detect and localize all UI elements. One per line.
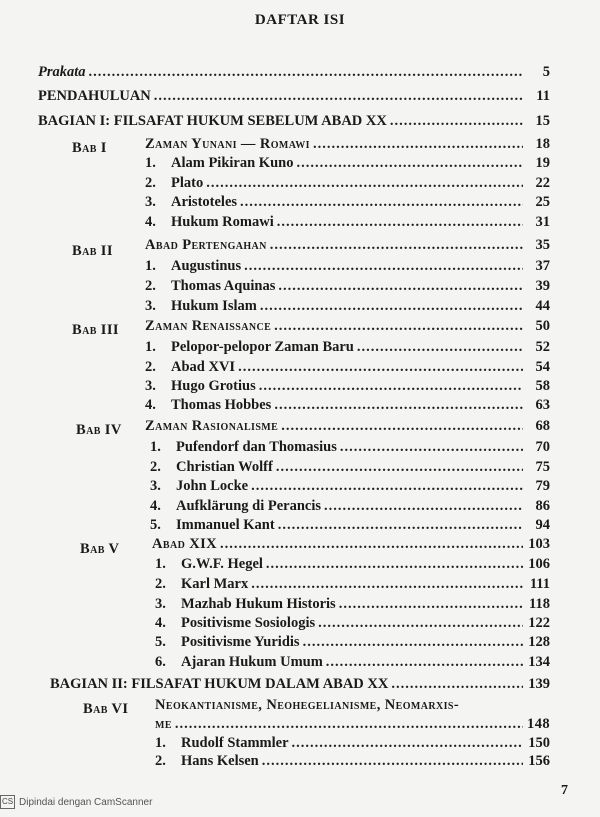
toc-item: 6. Ajaran Hukum Umum ..... 134 [155, 654, 550, 671]
toc-item: 4. Aufklärung di Perancis ..... 86 [150, 498, 550, 515]
toc-entry-pendahuluan: PENDAHULUAN ..... 11 [38, 88, 550, 105]
toc-chapter-4: Zaman Rasionalisme ..... 68 [145, 418, 550, 435]
chapter-label-bab-6: Bab VI [83, 701, 129, 717]
toc-item: 4. Thomas Hobbes ..... 63 [145, 397, 550, 414]
toc-item: 4. Positivisme Sosiologis ..... 122 [155, 615, 550, 632]
toc-item: 2. Karl Marx ..... 111 [155, 576, 550, 593]
toc-item: 1. G.W.F. Hegel ..... 106 [155, 556, 550, 573]
toc-part-2: BAGIAN II: FILSAFAT HUKUM DALAM ABAD XX ..... 139 [50, 676, 550, 693]
toc-item: 1. Pufendorf dan Thomasius ..... 70 [150, 439, 550, 456]
scanner-watermark [0, 795, 152, 809]
toc-item: 5. Immanuel Kant ..... 94 [150, 517, 550, 534]
toc-item: 4. Hukum Romawi ..... 31 [145, 214, 550, 231]
toc-item: 1. Alam Pikiran Kuno ..... 19 [145, 155, 550, 172]
toc-item: 1. Pelopor-pelopor Zaman Baru ..... 52 [145, 339, 550, 356]
toc-item: 3. Aristoteles ..... 25 [145, 194, 550, 211]
page-title: DAFTAR ISI [254, 12, 346, 28]
chapter-label-bab-5: Bab V [80, 541, 120, 557]
chapter-label-bab-3: Bab III [72, 322, 119, 338]
toc-item: 5. Positivisme Yuridis ..... 128 [155, 634, 550, 651]
camscanner-icon: CS [0, 795, 15, 809]
toc-item: 3. Hukum Islam ..... 44 [145, 298, 550, 315]
toc-item: 2. Plato ..... 22 [145, 175, 550, 192]
toc-item: 3. John Locke ..... 79 [150, 478, 550, 495]
toc-item: 2. Abad XVI ..... 54 [145, 359, 550, 376]
toc-item: 1. Rudolf Stammler ..... 150 [155, 735, 550, 752]
toc-chapter-6: me ..... 148 [155, 716, 550, 733]
scanner-watermark-text: Dipindai dengan CamScanner [19, 796, 153, 808]
toc-chapter-5: Abad XIX ..... 103 [152, 536, 550, 553]
toc-entry-prakata: Prakata ..... 5 [38, 64, 550, 81]
chapter-label-bab-4: Bab IV [76, 422, 122, 438]
chapter-label-bab-2: Bab II [72, 243, 113, 259]
toc-chapter-2: Abad Pertengahan ..... 35 [145, 237, 550, 254]
toc-chapter-6-title-line1: Neokantianisme, Neohegelianisme, Neomarxis- [155, 697, 460, 713]
toc-item: 1. Augustinus ..... 37 [145, 258, 550, 275]
page-number: 7 [561, 783, 568, 798]
toc-chapter-1: Zaman Yunani — Romawi ..... 18 [145, 136, 550, 153]
toc-item: 2. Hans Kelsen ..... 156 [155, 753, 550, 770]
toc-item: 2. Christian Wolff ..... 75 [150, 459, 550, 476]
toc-item: 3. Mazhab Hukum Historis ..... 118 [155, 596, 550, 613]
toc-chapter-3: Zaman Renaissance ..... 50 [145, 318, 550, 335]
toc-item: 3. Hugo Grotius ..... 58 [145, 378, 550, 395]
toc-item: 2. Thomas Aquinas ..... 39 [145, 278, 550, 295]
toc-part-1: BAGIAN I: FILSAFAT HUKUM SEBELUM ABAD XX ..... 15 [38, 113, 550, 130]
chapter-label-bab-1: Bab I [72, 140, 107, 156]
